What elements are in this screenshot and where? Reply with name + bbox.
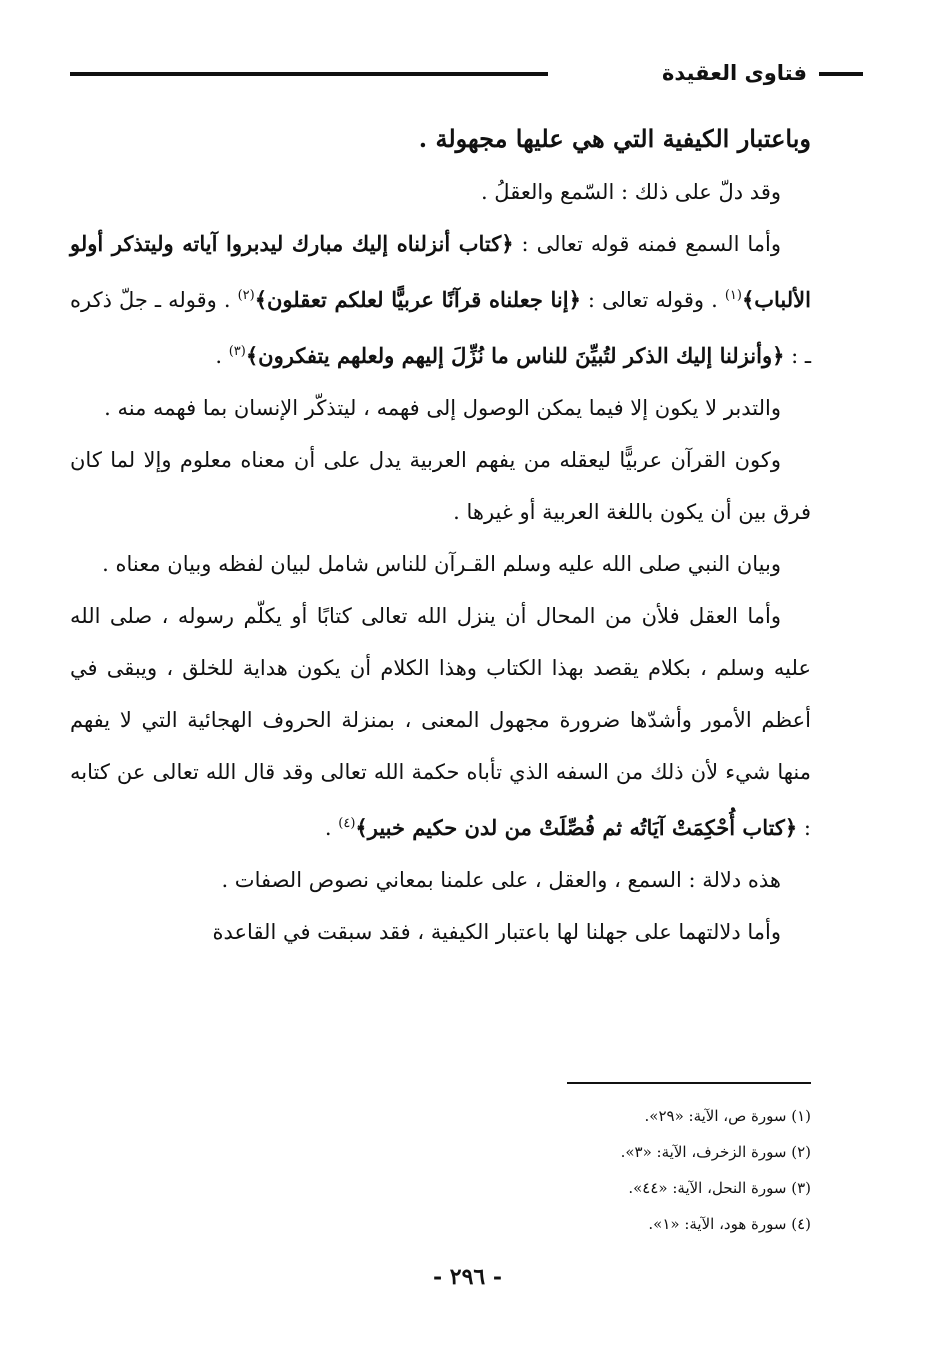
quran-quote: ﴿كتاب أُحْكِمَتْ آيَاتُه ثم فُصِّلَتْ من لدن حكيم خبير﴾ xyxy=(355,815,798,840)
paragraph-hearing-evidence xyxy=(70,218,811,382)
paragraph-text: وأما السمع فمنه قوله تعالى : xyxy=(513,232,781,256)
paragraph-text: . وقوله ـ جلّ ذكره ـ : xyxy=(70,288,811,368)
quran-quote: ﴿إنا جعلناه قرآنًا عربيًّا لعلكم تعقلون﴾ xyxy=(254,287,581,312)
paragraph-evidence-intro: وقد دلّ على ذلك : السّمع والعقلُ . xyxy=(480,180,781,204)
paragraph-reason-evidence xyxy=(70,590,811,854)
running-header xyxy=(70,56,863,96)
footnote: (٤) سورة هود، الآية: «١». xyxy=(648,1215,811,1233)
footnote: (٣) سورة النحل، الآية: «٤٤». xyxy=(628,1179,811,1197)
footnote: (١) سورة ص، الآية: «٢٩». xyxy=(644,1107,811,1125)
header-title: فتاوى العقيدة xyxy=(662,61,807,85)
footnote-ref: (٤) xyxy=(338,816,356,831)
paragraph-text: وأما العقل فلأن من المحال أن ينزل الله تعالى كتابًا أو يكلّم رسوله ، صلى الله عليه وسلم ، بكلام يقصد بهذا الكتاب وهذا الكلام أن يكون هداية للخلق ، ويبقى في أعظم الأمور وأشدّها ضرورة مجهول المعنى ، بمنزلة الحروف الهجائية التي لا يفهم منها شيء لأن ذلك من السفه الذي تأباه حكمة الله تعالى وقد قال الله تعالى عن كتابه : xyxy=(70,604,811,840)
paragraph-continuation: وأما دلالتهما على جهلنا لها باعتبار الكيفية ، فقد سبقت في القاعدة xyxy=(212,920,781,944)
footnote: (٢) سورة الزخرف، الآية: «٣». xyxy=(620,1143,811,1161)
paragraph-prophet-explanation: وبيان النبي صلى الله عليه وسلم القـرآن للناس شامل لبيان لفظه وبيان معناه . xyxy=(102,552,781,576)
main-text xyxy=(70,112,811,958)
paragraph-text: . وقوله تعالى : xyxy=(580,288,725,312)
paragraph-summary: هذه دلالة : السمع ، والعقل ، على علمنا بمعاني نصوص الصفات . xyxy=(221,868,781,892)
page-number: - ٢٩٦ - xyxy=(432,1264,503,1290)
footnote-ref: (٢) xyxy=(237,288,255,303)
paragraph-text: . xyxy=(324,816,339,840)
header-rule-short xyxy=(819,72,863,76)
footnote-ref: (١) xyxy=(724,288,742,303)
paragraph-reflection: والتدبر لا يكون إلا فيما يمكن الوصول إلى فهمه ، ليتذكّر الإنسان بما فهمه منه . xyxy=(104,396,781,420)
quran-quote: ﴿وأنزلنا إليك الذكر لتُبيِّنَ للناس ما نُزِّلَ إليهم ولعلهم يتفكرون﴾ xyxy=(245,343,785,368)
paragraph-arabic-quran: وكون القرآن عربيًّا ليعقله من يفهم العربية يدل على أن معناه معلوم وإلا لما كان فرق بين أن يكون باللغة العربية أو غيرها . xyxy=(70,448,811,524)
footnotes xyxy=(300,1098,811,1242)
paragraph-text: . xyxy=(215,344,229,368)
footnote-separator xyxy=(567,1082,811,1084)
header-rule-long xyxy=(70,72,548,76)
quran-quote: ﴿كتاب أنزلناه إليك مبارك ليدبروا آياته وليتذكر أولو الألباب﴾ xyxy=(70,231,811,312)
lead-line: وباعتبار الكيفية التي هي عليها مجهولة . xyxy=(418,124,811,153)
footnote-ref: (٣) xyxy=(228,344,246,359)
